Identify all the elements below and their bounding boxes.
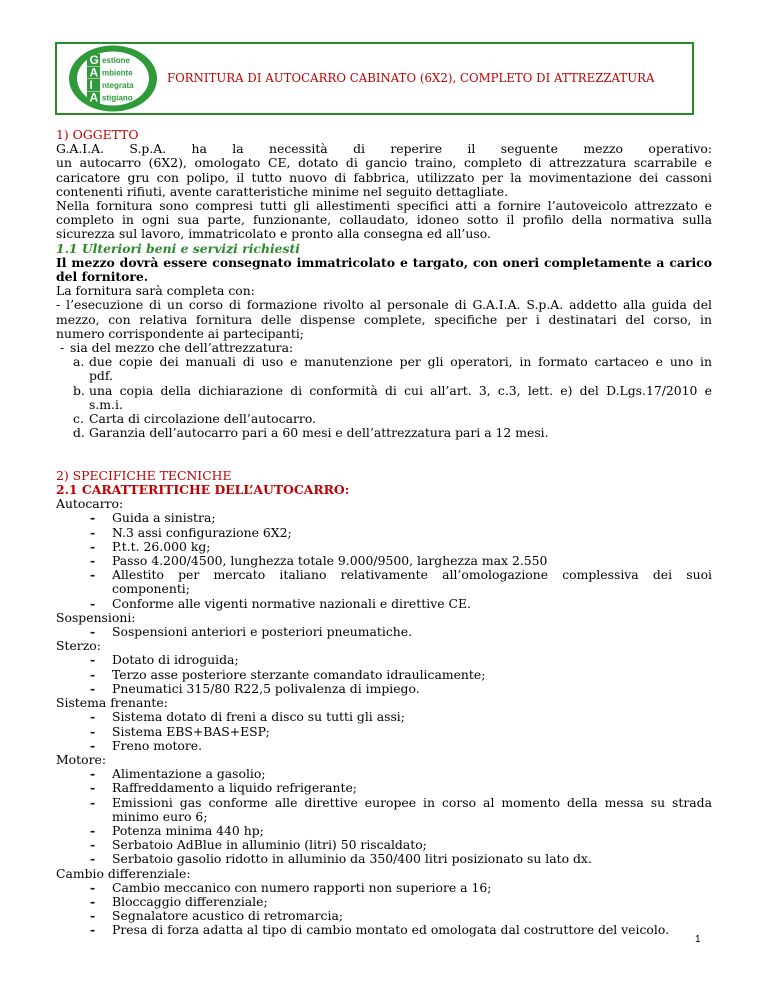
paragraph-line: Nella fornitura sono compresi tutti gli allestimenti specifici atti a fornire l’autoveicolo attrezzato e: [56, 198, 712, 214]
spec-item-line: Serbatoio gasolio ridotto in alluminio da 350/400 litri posizionato su lato dx.: [112, 851, 592, 867]
spec-item-line: Freno motore.: [112, 737, 203, 753]
gaia-logo: [67, 44, 159, 113]
spec-item-line: Pneumatici 315/80 R22,5 polivalenza di impiego.: [112, 680, 420, 696]
spec-group-label: Cambio differenziale:: [56, 865, 191, 881]
spec-item: [56, 725, 712, 739]
dash-marker: -: [90, 893, 96, 909]
spec-item-line: Bloccaggio differenziale;: [112, 893, 268, 909]
spec-item-line: Emissioni gas conforme alle direttive europee in corso al momento della messa su strada: [112, 794, 712, 810]
dash-marker: -: [90, 666, 96, 682]
dash-marker: -: [90, 553, 96, 569]
spec-item-line: Sospensioni anteriori e posteriori pneumatiche.: [112, 624, 413, 640]
supply-intro: La fornitura sarà completa con:: [56, 283, 255, 299]
spec-group-label: Sterzo:: [56, 638, 101, 654]
sublist-marker: b.: [73, 382, 85, 398]
section-1-heading: 1) OGGETTO: [56, 127, 139, 142]
dash-marker: -: [90, 680, 96, 696]
spec-item: [56, 682, 712, 696]
list-item-line: - l’esecuzione di un corso di formazione rivolto al personale di G.A.I.A. S.p.A. addetto alla guida del: [56, 297, 712, 313]
spec-item-line: Terzo asse posteriore sterzante comandato idraulicamente;: [112, 666, 486, 682]
list-item-line: numero corrispondente ai partecipanti;: [56, 325, 304, 341]
spec-item-line: minimo euro 6;: [112, 808, 208, 824]
dash-marker: -: [90, 822, 96, 838]
dash-marker: -: [90, 737, 96, 753]
spec-item-line: Dotato di idroguida;: [112, 652, 239, 668]
paragraph-line: caricatore gru con polipo, il tutto nuovo di fabbrica, utilizzato per la movimentazione dei cassoni: [56, 169, 712, 185]
spec-item-line: Potenza minima 440 hp;: [112, 822, 264, 838]
paragraph-line: G.A.I.A. S.p.A. ha la necessità di reperire il seguente mezzo operativo:: [56, 141, 712, 157]
dash-marker: -: [90, 908, 96, 924]
spec-item: [56, 540, 712, 554]
logo-word: estione: [102, 56, 131, 65]
spec-item: [56, 909, 712, 923]
spec-item: [56, 653, 712, 667]
dash-marker: -: [90, 524, 96, 540]
sublist-marker: d.: [73, 425, 85, 441]
dash-marker: -: [90, 652, 96, 668]
paragraph-line: completo in ogni sua parte, funzionante, collaudato, idoneo sotto il profilo della normativa sulla: [56, 212, 712, 228]
sublist-item-line: una copia della dichiarazione di conformità di cui all’art. 3, c.3, lett. e) del D.Lgs.17/2010 e: [89, 382, 712, 398]
spec-group-label: Sospensioni:: [56, 609, 136, 625]
spec-item-line: Guida a sinistra;: [112, 510, 216, 526]
sublist-item: [56, 426, 712, 440]
logo-letter: G: [89, 53, 99, 67]
spec-item: [56, 526, 712, 540]
sublist-item-line: Carta di circolazione dell’autocarro.: [89, 411, 316, 427]
logo-letter: A: [89, 90, 99, 105]
section-1-1-heading: 1.1 Ulteriori beni e servizi richiesti: [56, 240, 300, 256]
dash-marker: -: [90, 595, 96, 611]
spec-item-line: Sistema EBS+BAS+ESP;: [112, 723, 270, 739]
dash-marker: -: [60, 340, 65, 356]
spec-item: [56, 511, 712, 525]
dash-marker: -: [90, 780, 96, 796]
sublist-item-line: s.m.i.: [89, 396, 123, 412]
documentation-item-text: sia del mezzo che dell’attrezzatura:: [70, 340, 294, 356]
spec-item: [56, 852, 712, 866]
dash-marker: -: [90, 879, 96, 895]
sublist-item: [56, 412, 712, 426]
documentation-item: [56, 341, 712, 355]
sublist-item-line: Garanzia dell’autocarro pari a 60 mesi e dell’attrezzatura pari a 12 mesi.: [89, 425, 549, 441]
spec-item-line: Sistema dotato di freni a disco su tutti gli assi;: [112, 709, 405, 725]
dash-marker: -: [90, 766, 96, 782]
spec-item-line: Raffreddamento a liquido refrigerante;: [112, 780, 357, 796]
spec-item-line: componenti;: [112, 581, 190, 597]
truck-specifications: [56, 497, 712, 937]
spec-item-line: Conforme alle vigenti normative nazionali e direttive CE.: [112, 595, 471, 611]
spec-item: [56, 923, 712, 937]
section-2-heading: 2) SPECIFICHE TECNICHE: [56, 467, 232, 483]
bold-note-line: Il mezzo dovrà essere consegnato immatricolato e targato, con oneri completamente a carico: [56, 254, 712, 270]
sublist-item: [56, 384, 712, 412]
logo-letter: I: [89, 78, 93, 92]
section-2-1-heading: 2.1 CARATTERITICHE DELL’AUTOCARRO:: [56, 482, 350, 498]
logo-word: stigiano: [102, 93, 133, 103]
logo-word: ntegrata: [102, 81, 134, 90]
dash-marker: -: [90, 837, 96, 853]
documentation-sublist: [56, 355, 712, 440]
spec-item: [56, 568, 712, 596]
dash-marker: -: [90, 624, 96, 640]
spec-item: [56, 767, 712, 781]
spec-item: [56, 597, 712, 611]
spec-item: [56, 895, 712, 909]
section-1-paragraph-2: [56, 199, 712, 242]
list-item-line: mezzo, con relativa fornitura delle dispense complete, specifiche per i destinatari del corso, in: [56, 311, 712, 327]
spec-item: [56, 739, 712, 753]
sublist-item-line: pdf.: [89, 368, 113, 384]
section-1-paragraph-1: [56, 142, 712, 199]
spec-group-label: Autocarro:: [56, 496, 124, 512]
spec-group-label: Motore:: [56, 751, 107, 767]
logo-letter: A: [89, 65, 99, 80]
dash-marker: -: [90, 567, 96, 583]
paragraph-line: contenenti rifiuti, avente caratteristiche minime nel seguito dettagliate.: [56, 183, 509, 199]
spec-item: [56, 881, 712, 895]
paragraph-line: sicurezza sul lavoro, immatricolato e pronto alla consegna ed all’uso.: [56, 226, 491, 242]
spec-item-line: Presa di forza adatta al tipo di cambio montato ed omologata dal costruttore del veicolo.: [112, 922, 670, 938]
bold-note-line: del fornitore.: [56, 269, 149, 285]
sublist-marker: c.: [73, 411, 84, 427]
spec-item: [56, 781, 712, 795]
spec-item: [56, 668, 712, 682]
spec-item: [56, 824, 712, 838]
spec-item-line: Allestito per mercato italiano relativamente all’omologazione complessiva dei suoi: [112, 567, 712, 583]
document-header: [55, 42, 694, 115]
delivery-note: [56, 256, 712, 284]
spec-item-line: P.t.t. 26.000 kg;: [112, 538, 211, 554]
sublist-item-line: due copie dei manuali di uso e manutenzione per gli operatori, in formato cartaceo e uno in: [89, 354, 712, 370]
dash-marker: -: [90, 851, 96, 867]
dash-marker: -: [90, 723, 96, 739]
spec-item-line: Alimentazione a gasolio;: [112, 766, 266, 782]
dash-marker: -: [90, 510, 96, 526]
logo-word: mbiente: [102, 68, 133, 78]
spec-item: [56, 710, 712, 724]
spec-item: [56, 554, 712, 568]
document-title: FORNITURA DI AUTOCARRO CABINATO (6X2), COMPLETO DI ATTREZZATURA: [167, 71, 655, 86]
spec-item: [56, 625, 712, 639]
spec-item: [56, 796, 712, 824]
page-number: 1: [695, 934, 701, 945]
spec-group-label: Sistema frenante:: [56, 695, 168, 711]
spec-item: [56, 838, 712, 852]
dash-marker: -: [90, 709, 96, 725]
spec-item-line: N.3 assi configurazione 6X2;: [112, 524, 292, 540]
dash-marker: -: [90, 922, 96, 938]
paragraph-line: un autocarro (6X2), omologato CE, dotato di gancio traino, completo di attrezzatura scarrabile e: [56, 155, 712, 171]
sublist-marker: a.: [73, 354, 85, 370]
dash-marker: -: [90, 794, 96, 810]
spec-item-line: Passo 4.200/4500, lunghezza totale 9.000/9500, larghezza max 2.550: [112, 553, 548, 569]
training-course-item: [56, 298, 712, 341]
spec-item-line: Segnalatore acustico di retromarcia;: [112, 908, 344, 924]
spec-item-line: Serbatoio AdBlue in alluminio (litri) 50 riscaldato;: [112, 837, 427, 853]
spec-item-line: Cambio meccanico con numero rapporti non superiore a 16;: [112, 879, 492, 895]
document-body: [56, 128, 712, 938]
sublist-item: [56, 355, 712, 383]
dash-marker: -: [90, 538, 96, 554]
